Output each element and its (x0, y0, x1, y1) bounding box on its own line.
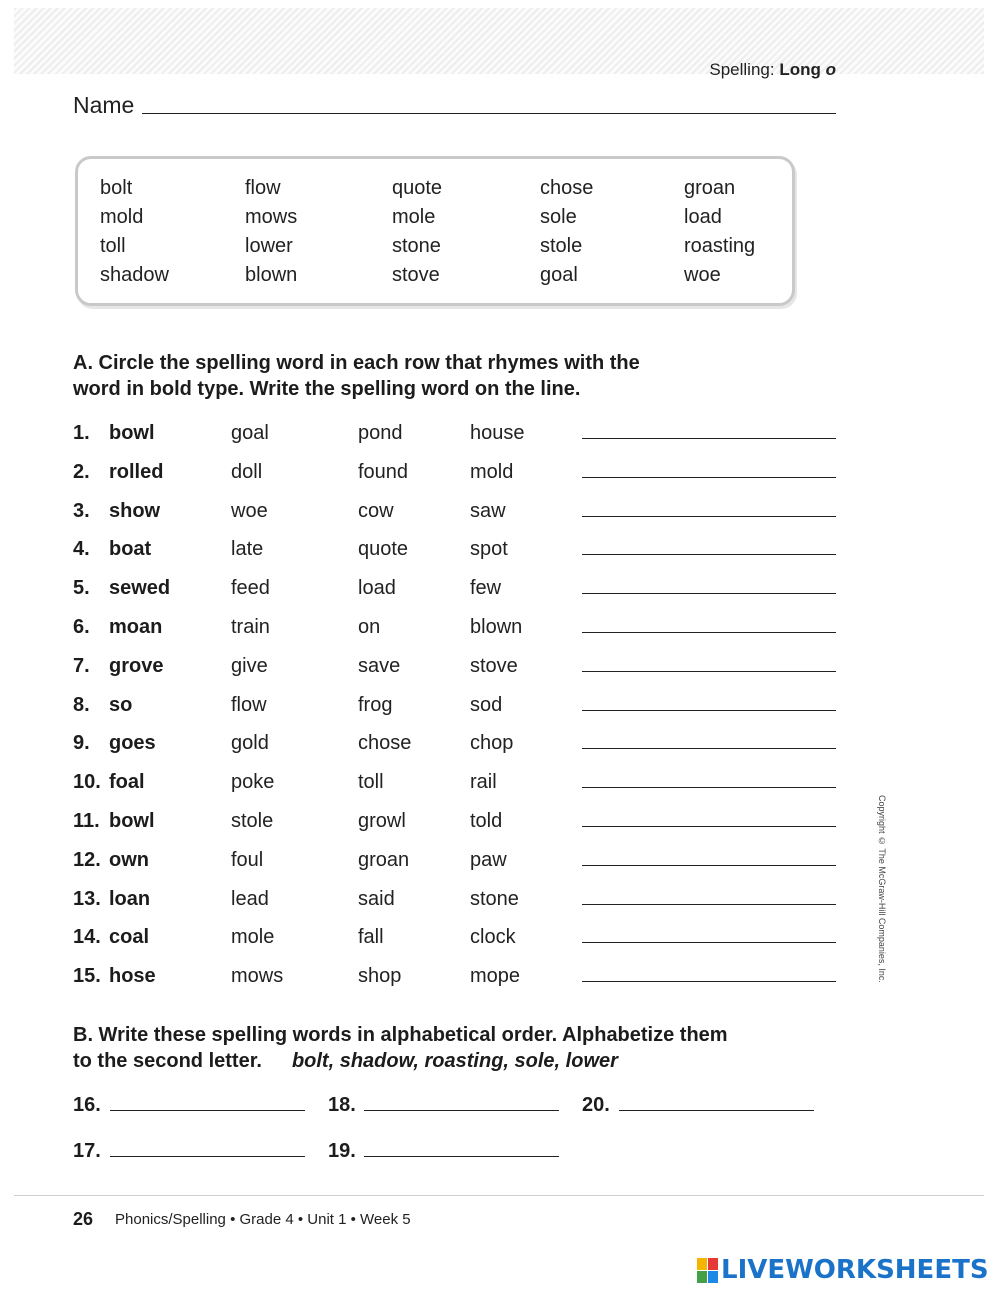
bold-target-word: so (109, 694, 133, 716)
rhyme-option[interactable]: woe (231, 500, 268, 522)
rhyme-option[interactable]: goal (231, 422, 269, 444)
footer-course-info: Phonics/Spelling • Grade 4 • Unit 1 • Week 5 (115, 1211, 411, 1228)
spelling-word-box (75, 156, 795, 306)
name-label: Name (73, 92, 135, 118)
bold-target-word: moan (109, 616, 163, 638)
item-16-answer-line[interactable] (110, 1110, 305, 1111)
rhyme-option[interactable]: house (470, 422, 525, 444)
header-band (14, 8, 984, 74)
word-list-item: sole (540, 206, 577, 228)
word-list-item: load (684, 206, 722, 228)
rhyme-option[interactable]: groan (358, 849, 410, 871)
question-row (0, 810, 1000, 840)
answer-line[interactable] (582, 438, 836, 439)
question-number: 10. (73, 771, 101, 793)
word-list-item: mold (100, 206, 144, 228)
rhyme-option[interactable]: mows (231, 965, 284, 987)
answer-line[interactable] (582, 710, 836, 711)
answer-line[interactable] (582, 632, 836, 633)
question-number: 9. (73, 732, 90, 754)
rhyme-option[interactable]: said (358, 888, 395, 910)
rhyme-option[interactable]: found (358, 461, 409, 483)
answer-line[interactable] (582, 477, 836, 478)
rhyme-option[interactable]: flow (231, 694, 267, 716)
word-list-item: quote (392, 177, 443, 199)
item-18-number: 18. (328, 1094, 356, 1116)
word-list-item: blown (245, 264, 298, 286)
question-number: 2. (73, 461, 90, 483)
question-number: 4. (73, 538, 90, 560)
bold-target-word: goes (109, 732, 156, 754)
answer-line[interactable] (582, 904, 836, 905)
item-18-answer-line[interactable] (364, 1110, 559, 1111)
bold-target-word: boat (109, 538, 152, 560)
topic-title: Long (779, 60, 821, 79)
bold-target-word: bowl (109, 810, 155, 832)
item-17-answer-line[interactable] (110, 1156, 305, 1157)
rhyme-option[interactable]: chose (358, 732, 412, 754)
word-list-item: groan (684, 177, 736, 199)
section-a-instructions (73, 350, 640, 402)
item-17-number: 17. (73, 1140, 101, 1162)
item-20-answer-line[interactable] (619, 1110, 814, 1111)
question-row (0, 422, 1000, 452)
rhyme-option[interactable]: blown (470, 616, 523, 638)
rhyme-option[interactable]: clock (470, 926, 516, 948)
rhyme-option[interactable]: pond (358, 422, 403, 444)
word-list-item: flow (245, 177, 281, 199)
question-row (0, 771, 1000, 801)
word-list-item: goal (540, 264, 578, 286)
page-number: 26 (73, 1209, 94, 1229)
word-list-item: lower (245, 235, 293, 257)
question-number: 3. (73, 500, 90, 522)
word-list-item: mows (245, 206, 298, 228)
section-a-line-2: word in bold type. Write the spelling word on the line. (73, 378, 581, 400)
rhyme-option[interactable]: fall (358, 926, 384, 948)
rhyme-option[interactable]: saw (470, 500, 506, 522)
word-list-item: stove (392, 264, 440, 286)
question-number: 12. (73, 849, 101, 871)
liveworksheets-logo-text: LIVEWORKSHEETS (721, 1255, 989, 1285)
question-number: 13. (73, 888, 101, 910)
rhyme-option[interactable]: frog (358, 694, 393, 716)
rhyme-option[interactable]: load (358, 577, 396, 599)
question-row (0, 732, 1000, 762)
bold-target-word: bowl (109, 422, 155, 444)
question-number: 15. (73, 965, 101, 987)
rhyme-option[interactable]: cow (358, 500, 394, 522)
bold-target-word: grove (109, 655, 164, 677)
question-number: 7. (73, 655, 90, 677)
section-a-line-1: A. Circle the spelling word in each row that rhymes with the (73, 352, 640, 374)
word-list-item: roasting (684, 235, 756, 257)
answer-line[interactable] (582, 826, 836, 827)
liveworksheets-logo[interactable] (697, 1255, 989, 1285)
rhyme-option[interactable]: told (470, 810, 503, 832)
footer-divider (14, 1195, 984, 1196)
question-number: 1. (73, 422, 90, 444)
section-b-line-1: B. Write these spelling words in alphabetical order. Alphabetize them (73, 1024, 728, 1046)
rhyme-option[interactable]: foul (231, 849, 264, 871)
rhyme-option[interactable]: feed (231, 577, 270, 599)
answer-line[interactable] (582, 554, 836, 555)
question-number: 14. (73, 926, 101, 948)
bold-target-word: loan (109, 888, 151, 910)
word-list-item: shadow (100, 264, 169, 286)
rhyme-option[interactable]: sod (470, 694, 503, 716)
answer-line[interactable] (582, 671, 836, 672)
answer-line[interactable] (582, 748, 836, 749)
question-row (0, 577, 1000, 607)
rhyme-option[interactable]: save (358, 655, 401, 677)
bold-target-word: own (109, 849, 149, 871)
section-b-line-2: to the second letter. (73, 1050, 262, 1072)
bold-target-word: show (109, 500, 161, 522)
word-list-item: toll (100, 235, 126, 257)
section-b-instructions (73, 1022, 728, 1074)
question-number: 11. (73, 810, 100, 832)
question-row (0, 694, 1000, 724)
topic-letter: o (825, 60, 836, 79)
item-19-answer-line[interactable] (364, 1156, 559, 1157)
rhyme-option[interactable]: paw (470, 849, 507, 871)
word-list-item: mole (392, 206, 436, 228)
word-list-item: stole (540, 235, 583, 257)
rhyme-option[interactable]: stole (231, 810, 274, 832)
question-row (0, 965, 1000, 995)
rhyme-option[interactable]: stone (470, 888, 519, 910)
word-list-item: bolt (100, 177, 133, 199)
rhyme-option[interactable]: shop (358, 965, 402, 987)
question-row (0, 461, 1000, 491)
answer-line[interactable] (582, 865, 836, 866)
rhyme-option[interactable]: rail (470, 771, 497, 793)
word-list-item: woe (684, 264, 721, 286)
rhyme-option[interactable]: spot (470, 538, 508, 560)
answer-line[interactable] (582, 787, 836, 788)
question-row (0, 888, 1000, 918)
question-number: 6. (73, 616, 90, 638)
answer-line[interactable] (582, 981, 836, 982)
rhyme-option[interactable]: stove (470, 655, 518, 677)
rhyme-option[interactable]: growl (358, 810, 406, 832)
item-20-number: 20. (582, 1094, 610, 1116)
item-19-number: 19. (328, 1140, 356, 1162)
bold-target-word: coal (109, 926, 150, 948)
rhyme-option[interactable]: toll (358, 771, 384, 793)
question-row (0, 849, 1000, 879)
question-row (0, 655, 1000, 685)
rhyme-option[interactable]: gold (231, 732, 269, 754)
question-row (0, 616, 1000, 646)
rhyme-option[interactable]: on (358, 616, 381, 638)
question-row (0, 926, 1000, 956)
rhyme-option[interactable]: mole (231, 926, 275, 948)
rhyme-option[interactable]: chop (470, 732, 514, 754)
bold-target-word: hose (109, 965, 156, 987)
worksheet-topic (709, 60, 836, 80)
question-number: 5. (73, 577, 90, 599)
rhyme-option[interactable]: quote (358, 538, 409, 560)
rhyme-option[interactable]: mold (470, 461, 514, 483)
rhyme-option[interactable]: mope (470, 965, 521, 987)
rhyme-option[interactable]: poke (231, 771, 275, 793)
bold-target-word: sewed (109, 577, 171, 599)
rhyme-option[interactable]: train (231, 616, 270, 638)
rhyme-option[interactable]: give (231, 655, 268, 677)
question-row (0, 538, 1000, 568)
question-number: 8. (73, 694, 90, 716)
bold-target-word: rolled (109, 461, 164, 483)
item-16-number: 16. (73, 1094, 101, 1116)
rhyme-option[interactable]: few (470, 577, 502, 599)
liveworksheets-logo-icon (697, 1258, 718, 1283)
answer-line[interactable] (582, 942, 836, 943)
question-row (0, 500, 1000, 530)
copyright-notice: Copyright © The McGraw-Hill Companies, Inc. (877, 795, 887, 983)
answer-line[interactable] (582, 593, 836, 594)
topic-category: Spelling: (709, 60, 775, 79)
rhyme-option[interactable]: doll (231, 461, 263, 483)
rhyme-option[interactable]: late (231, 538, 264, 560)
answer-line[interactable] (582, 516, 836, 517)
word-list-item: stone (392, 235, 441, 257)
word-list-item: chose (540, 177, 594, 199)
bold-target-word: foal (109, 771, 145, 793)
section-b-words: bolt, shadow, roasting, sole, lower (291, 1050, 618, 1072)
name-line (142, 113, 836, 114)
rhyme-option[interactable]: lead (231, 888, 269, 910)
